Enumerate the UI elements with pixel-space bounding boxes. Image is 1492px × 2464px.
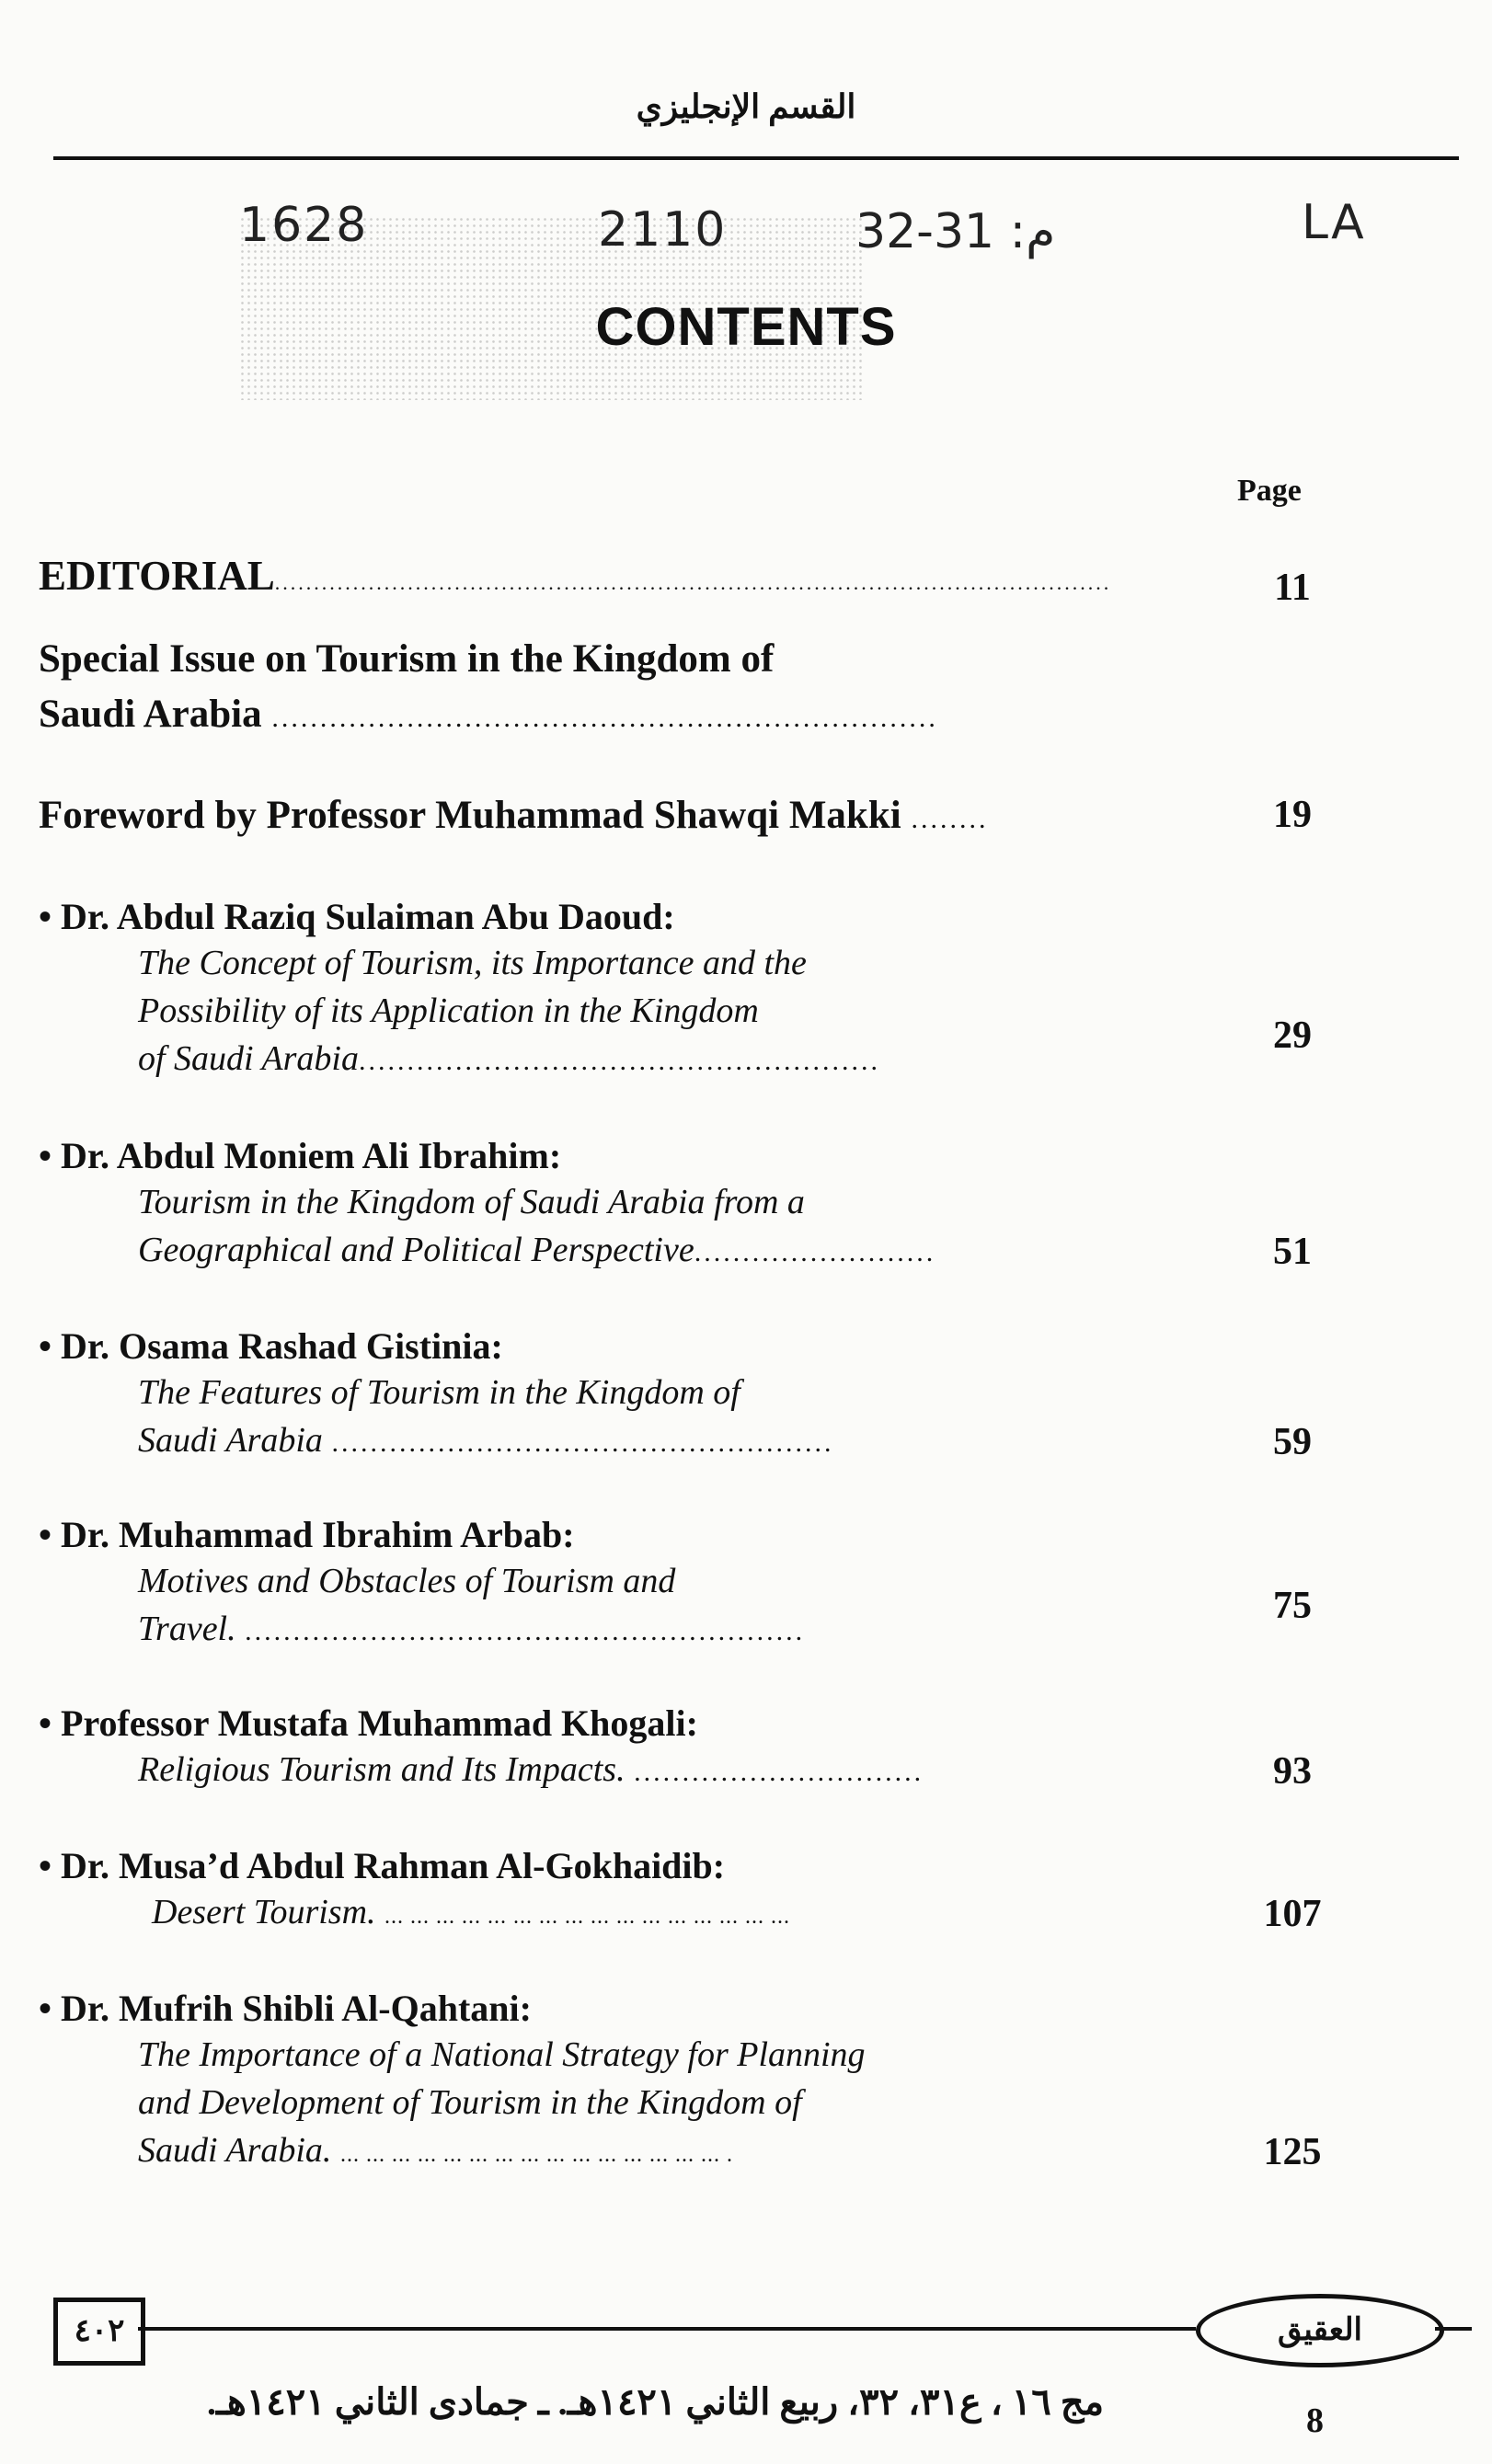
- toc-title-line: The Concept of Tourism, its Importance and the: [138, 944, 807, 982]
- toc-page-editorial: 11: [1274, 567, 1311, 609]
- page-column-header: Page: [1237, 474, 1302, 508]
- handwritten-note-2: 2110: [598, 202, 728, 258]
- toc-title-line: Saudi Arabia. ... ... ... ... ... ... ... ... ... ... ... ... ... ... ... .: [138, 2131, 733, 2170]
- toc-title-line: Saudi Arabia ....................................................: [138, 1421, 834, 1460]
- toc-author: • Dr. Musa’d Abdul Rahman Al-Gokhaidib:: [39, 1845, 726, 1886]
- toc-page-number: 29: [1273, 1014, 1312, 1057]
- toc-title-line: Geographical and Political Perspective.........................: [138, 1231, 936, 1269]
- toc-page-number: 75: [1273, 1585, 1312, 1627]
- toc-title-line: Travel. ..........................................................: [138, 1610, 806, 1648]
- handwritten-note-4: LA: [1302, 195, 1366, 250]
- header-rule: [53, 156, 1459, 160]
- toc-entry-foreword: Foreword by Professor Muhammad Shawqi Makki ........: [39, 794, 989, 837]
- toc-page-number: 59: [1273, 1421, 1312, 1463]
- toc-page-number: 107: [1263, 1893, 1322, 1935]
- toc-title-line: Religious Tourism and Its Impacts. ..............................: [138, 1750, 924, 1789]
- toc-author: • Dr. Muhammad Ibrahim Arbab:: [39, 1514, 575, 1555]
- footer-rule-right: [1435, 2327, 1472, 2331]
- toc-page-number: 51: [1273, 1231, 1312, 1273]
- handwritten-note-3: م: 31-32: [855, 204, 1056, 259]
- running-header: القسم الإنجليزي: [636, 88, 856, 125]
- toc-title-line: The Importance of a National Strategy for Planning: [138, 2035, 866, 2074]
- toc-author: • Dr. Abdul Moniem Ali Ibrahim:: [39, 1135, 562, 1176]
- toc-title-line: Tourism in the Kingdom of Saudi Arabia from a: [138, 1183, 805, 1221]
- toc-author: • Dr. Abdul Raziq Sulaiman Abu Daoud:: [39, 896, 675, 937]
- toc-page-number: 93: [1273, 1750, 1312, 1793]
- page-title: CONTENTS: [595, 297, 897, 357]
- toc-author: • Dr. Mufrih Shibli Al-Qahtani:: [39, 1988, 532, 2029]
- toc-title-line: Possibility of its Application in the Kingdom: [138, 991, 759, 1030]
- footer-citation: مج ١٦ ، ع٣١، ٣٢، ربيع الثاني ١٤٢١هـ. ـ جمادى الثاني ١٤٢١هـ.: [206, 2381, 1104, 2423]
- footer-rule: [138, 2327, 1196, 2331]
- toc-title-line: of Saudi Arabia......................................................: [138, 1039, 880, 1078]
- page-number: 8: [1306, 2401, 1324, 2440]
- arabic-page-box: ٤٠٢: [53, 2298, 145, 2366]
- journal-logo: العقيق: [1196, 2294, 1444, 2367]
- toc-title-line: and Development of Tourism in the Kingdom of: [138, 2083, 802, 2122]
- handwritten-note-1: 1628: [239, 198, 369, 253]
- toc-title-line: The Features of Tourism in the Kingdom of: [138, 1373, 740, 1412]
- toc-entry-special-issue-line1: Special Issue on Tourism in the Kingdom of: [39, 637, 775, 681]
- toc-entry-editorial: EDITORIAL...........................................................................................................: [39, 553, 1112, 599]
- toc-author: • Dr. Osama Rashad Gistinia:: [39, 1325, 503, 1367]
- toc-page-number: 125: [1263, 2131, 1322, 2173]
- toc-title-line: Desert Tourism. ... ... ... ... ... ... ... ... ... ... ... ... ... ... ... ...: [152, 1893, 791, 1931]
- toc-author: • Professor Mustafa Muhammad Khogali:: [39, 1702, 698, 1744]
- toc-entry-special-issue-line2: Saudi Arabia .....................................................................: [39, 693, 938, 736]
- toc-page-foreword: 19: [1273, 794, 1312, 836]
- toc-title-line: Motives and Obstacles of Tourism and: [138, 1562, 676, 1600]
